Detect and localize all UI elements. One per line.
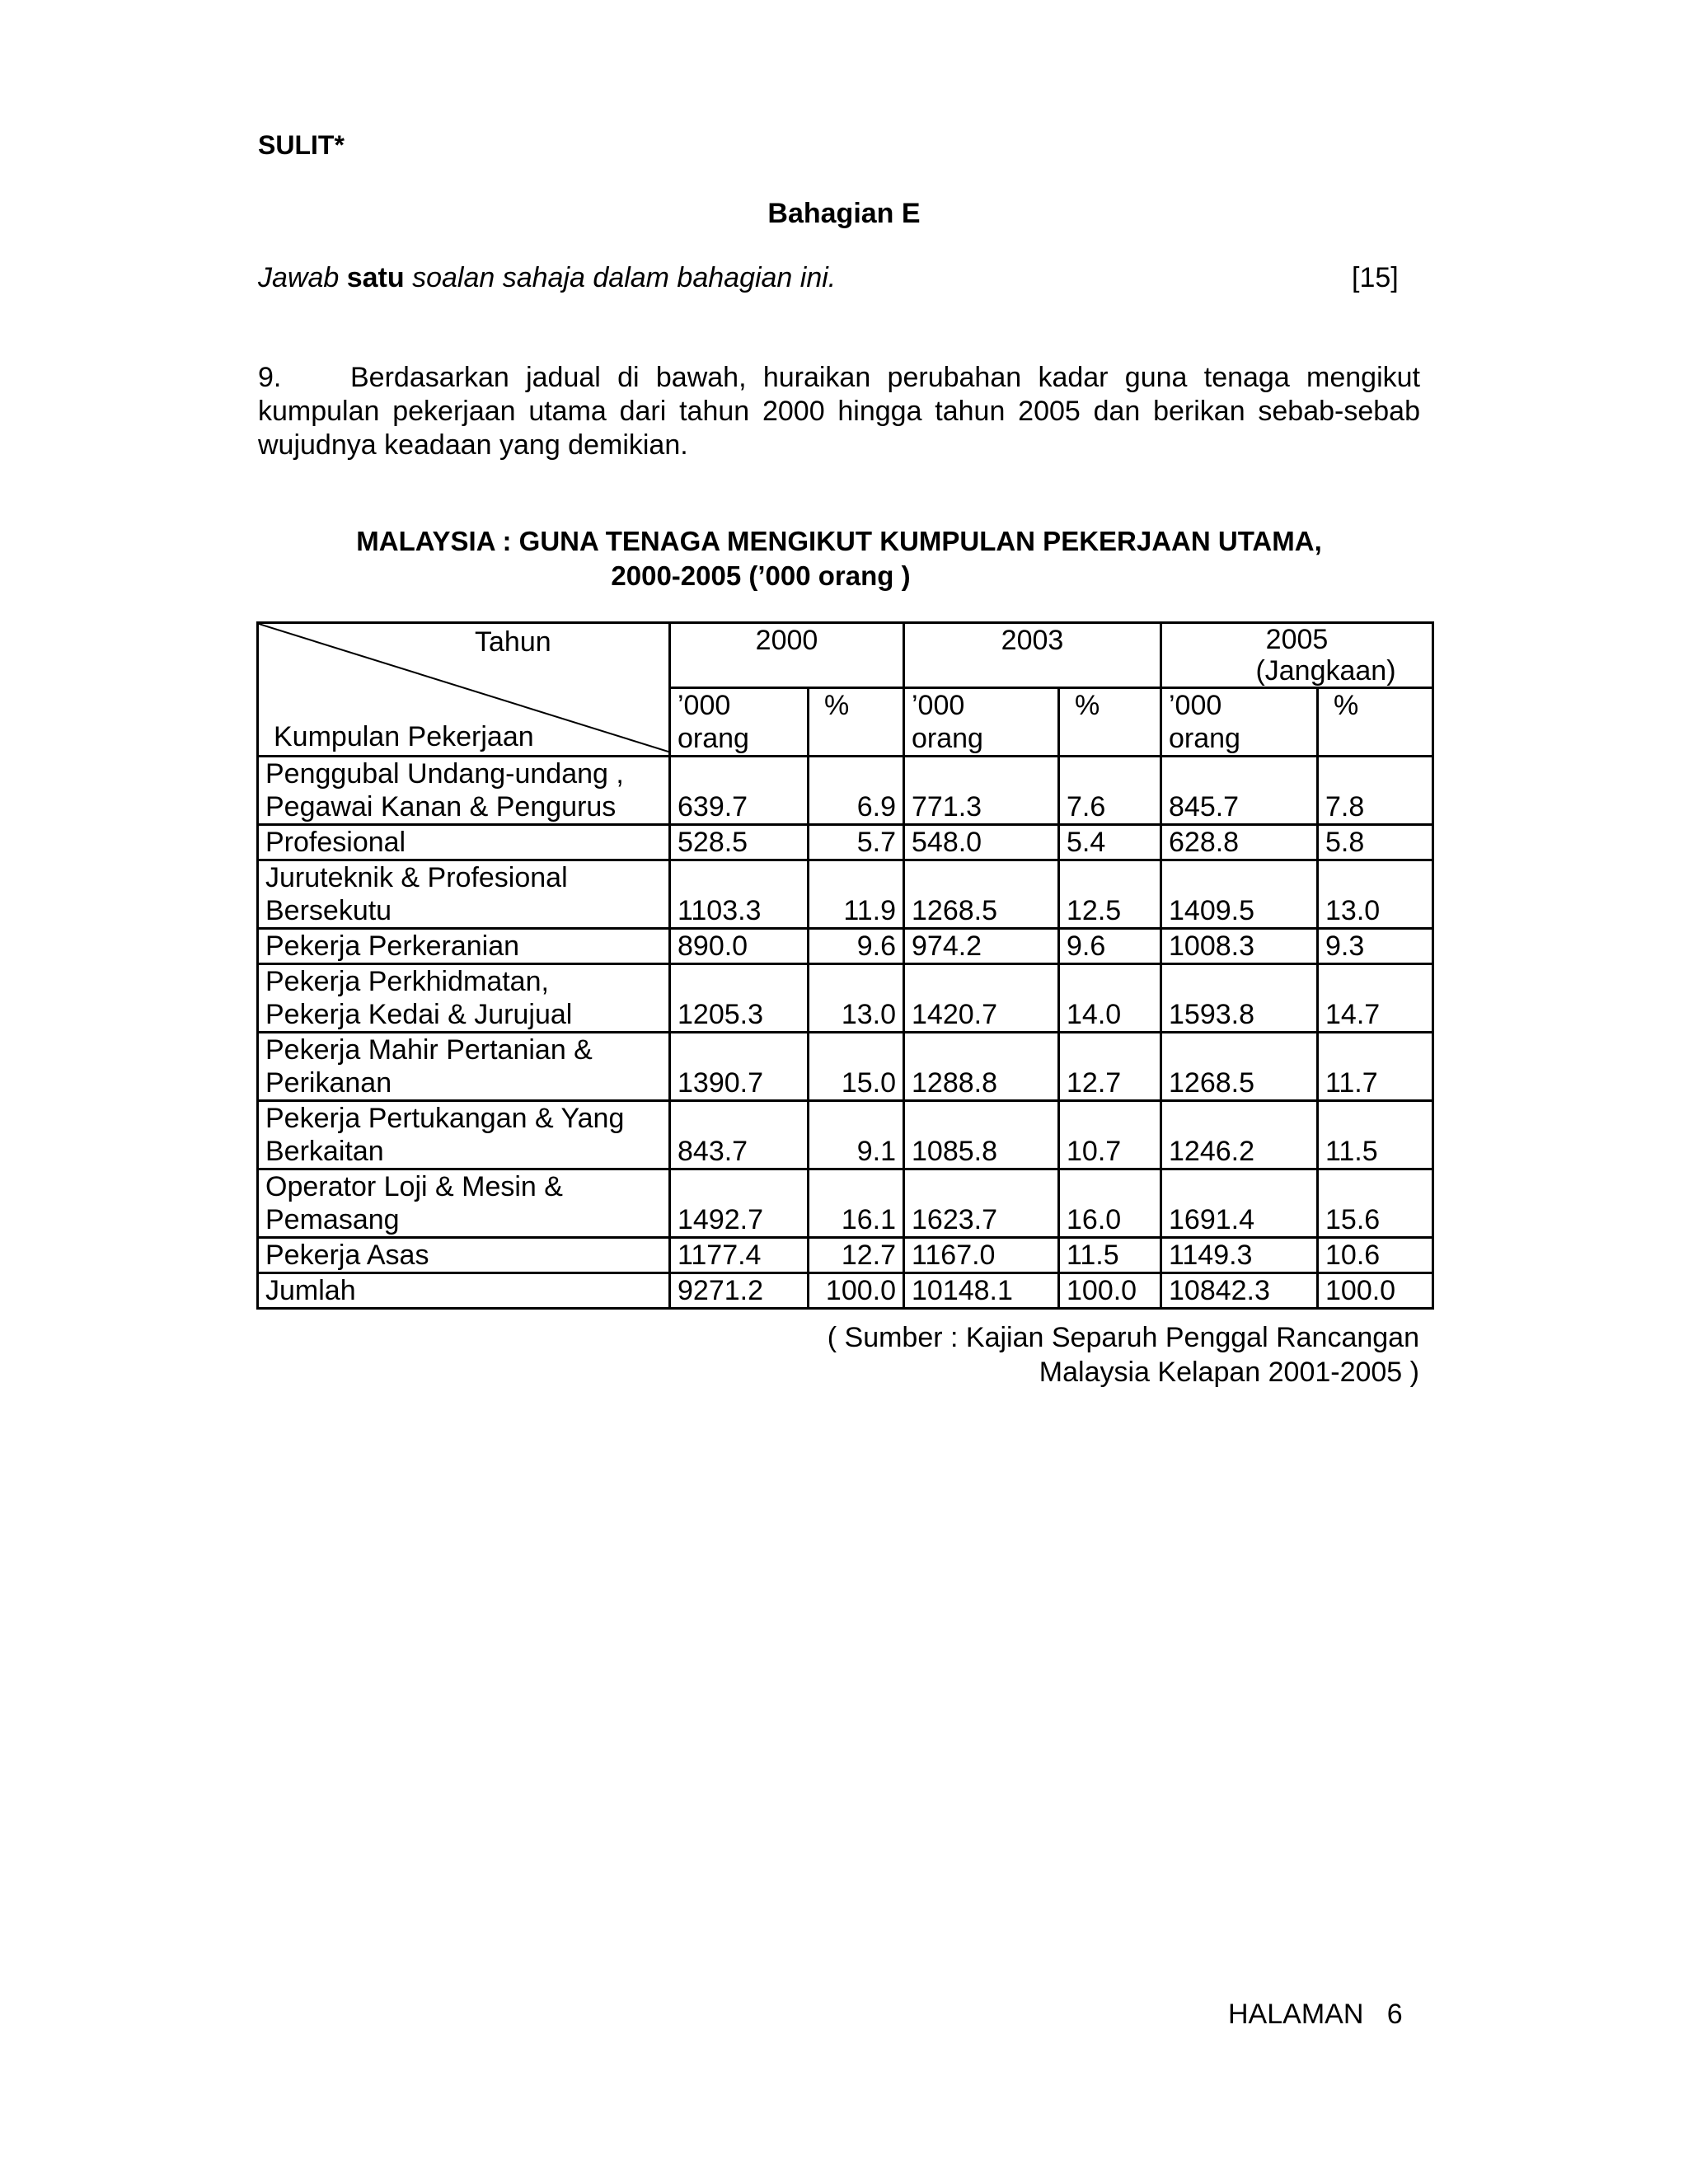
- percent-cell: 5.8: [1318, 825, 1433, 860]
- percent-cell: 10.7: [1059, 1101, 1161, 1169]
- value-cell: 639.7: [670, 757, 809, 825]
- table-row: [258, 1273, 1433, 1309]
- occupation-label: Pekerja Perkeranian: [258, 929, 670, 964]
- table-row: [258, 860, 1433, 929]
- source-line1: ( Sumber : Kajian Separuh Penggal Rancangan: [827, 1322, 1419, 1353]
- table-row: [258, 825, 1433, 860]
- corner-group-label: Kumpulan Pekerjaan: [274, 721, 534, 752]
- value-cell: 1268.5: [1161, 1033, 1318, 1101]
- table-title: [258, 524, 1420, 593]
- source-note: [742, 1320, 1419, 1390]
- table-row: [258, 929, 1433, 964]
- corner-year-label: Tahun: [475, 626, 551, 658]
- occupation-label: Operator Loji & Mesin & Pemasang: [258, 1169, 670, 1238]
- value-cell: 890.0: [670, 929, 809, 964]
- value-cell: 1246.2: [1161, 1101, 1318, 1169]
- value-cell: 843.7: [670, 1101, 809, 1169]
- table-title-line2: 2000-2005 (’000 orang ): [611, 560, 911, 591]
- unit-header: ’000 orang: [670, 688, 809, 757]
- value-cell: 771.3: [904, 757, 1059, 825]
- percent-cell: 100.0: [1059, 1273, 1161, 1309]
- table-row: [258, 964, 1433, 1033]
- corner-header-cell: [258, 623, 670, 757]
- pct-header: %: [809, 688, 904, 757]
- year-2005-label: 2005: [1265, 624, 1329, 655]
- pct-header: %: [1318, 688, 1433, 757]
- percent-cell: 15.6: [1318, 1169, 1433, 1238]
- occupation-label: Juruteknik & Profesional Bersekutu: [258, 860, 670, 929]
- percent-cell: 13.0: [1318, 860, 1433, 929]
- percent-cell: 12.7: [809, 1238, 904, 1273]
- percent-cell: 12.7: [1059, 1033, 1161, 1101]
- confidential-label: SULIT*: [258, 130, 345, 160]
- table-row: [258, 1169, 1433, 1238]
- percent-cell: 7.8: [1318, 757, 1433, 825]
- occupation-label: Pekerja Asas: [258, 1238, 670, 1273]
- value-cell: 1593.8: [1161, 964, 1318, 1033]
- value-cell: 1492.7: [670, 1169, 809, 1238]
- percent-cell: 16.0: [1059, 1169, 1161, 1238]
- occupation-label: Jumlah: [258, 1273, 670, 1309]
- value-cell: 1623.7: [904, 1169, 1059, 1238]
- percent-cell: 10.6: [1318, 1238, 1433, 1273]
- table-row: [258, 1101, 1433, 1169]
- instruction: [258, 262, 836, 294]
- table-header-row: [258, 623, 1433, 688]
- value-cell: 548.0: [904, 825, 1059, 860]
- occupation-label: Pekerja Perkhidmatan, Pekerja Kedai & Jurujual: [258, 964, 670, 1033]
- value-cell: 528.5: [670, 825, 809, 860]
- percent-cell: 100.0: [1318, 1273, 1433, 1309]
- occupation-label: Profesional: [258, 825, 670, 860]
- value-cell: 1177.4: [670, 1238, 809, 1273]
- percent-cell: 11.9: [809, 860, 904, 929]
- occupation-label: Pekerja Mahir Pertanian & Perikanan: [258, 1033, 670, 1101]
- occupation-label: Penggubal Undang-undang , Pegawai Kanan & Pengurus: [258, 757, 670, 825]
- percent-cell: 14.7: [1318, 964, 1433, 1033]
- year-header-2005: [1161, 623, 1433, 688]
- percent-cell: 5.7: [809, 825, 904, 860]
- percent-cell: 9.6: [1059, 929, 1161, 964]
- pct-header: %: [1059, 688, 1161, 757]
- percent-cell: 15.0: [809, 1033, 904, 1101]
- year-header-2003: 2003: [904, 623, 1161, 688]
- percent-cell: 7.6: [1059, 757, 1161, 825]
- value-cell: 1008.3: [1161, 929, 1318, 964]
- percent-cell: 100.0: [809, 1273, 904, 1309]
- year-header-2000: 2000: [670, 623, 904, 688]
- value-cell: 1167.0: [904, 1238, 1059, 1273]
- page-number: 6: [1386, 1999, 1403, 2030]
- value-cell: 10842.3: [1161, 1273, 1318, 1309]
- instruction-post: soalan sahaja dalam bahagian ini.: [404, 262, 837, 293]
- table-title-line1: MALAYSIA : GUNA TENAGA MENGIKUT KUMPULAN PEKERJAAN UTAMA,: [356, 526, 1322, 556]
- table-row: [258, 1238, 1433, 1273]
- percent-cell: 9.6: [809, 929, 904, 964]
- percent-cell: 9.1: [809, 1101, 904, 1169]
- percent-cell: 5.4: [1059, 825, 1161, 860]
- value-cell: 1390.7: [670, 1033, 809, 1101]
- question-text: [258, 361, 1420, 462]
- value-cell: 1409.5: [1161, 860, 1318, 929]
- section-title: Bahagian E: [767, 198, 921, 229]
- value-cell: 1268.5: [904, 860, 1059, 929]
- unit-header: ’000 orang: [904, 688, 1059, 757]
- employment-table: [256, 621, 1434, 1310]
- value-cell: 1205.3: [670, 964, 809, 1033]
- value-cell: 1288.8: [904, 1033, 1059, 1101]
- percent-cell: 14.0: [1059, 964, 1161, 1033]
- percent-cell: 13.0: [809, 964, 904, 1033]
- instruction-bold: satu: [346, 262, 405, 293]
- instruction-pre: Jawab: [258, 262, 347, 293]
- question-number: 9.: [258, 362, 282, 393]
- percent-cell: 11.5: [1318, 1101, 1433, 1169]
- value-cell: 1103.3: [670, 860, 809, 929]
- percent-cell: 12.5: [1059, 860, 1161, 929]
- value-cell: 1085.8: [904, 1101, 1059, 1169]
- value-cell: 10148.1: [904, 1273, 1059, 1309]
- value-cell: 1691.4: [1161, 1169, 1318, 1238]
- occupation-label: Pekerja Pertukangan & Yang Berkaitan: [258, 1101, 670, 1169]
- page-label: HALAMAN: [1228, 1999, 1364, 2030]
- marks-label: [15]: [1352, 262, 1399, 293]
- percent-cell: 9.3: [1318, 929, 1433, 964]
- table-row: [258, 757, 1433, 825]
- value-cell: 974.2: [904, 929, 1059, 964]
- page-footer: [1228, 1999, 1403, 2031]
- percent-cell: 16.1: [809, 1169, 904, 1238]
- table-row: [258, 1033, 1433, 1101]
- unit-header: ’000 orang: [1161, 688, 1318, 757]
- value-cell: 1420.7: [904, 964, 1059, 1033]
- question-body: Berdasarkan jadual di bawah, huraikan perubahan kadar guna tenaga mengikut kumpulan pekerjaan utama dari tahun 2000 hingga tahun 2005 dan berikan sebab-sebab wujudnya keadaan yang demikian.: [258, 362, 1420, 461]
- value-cell: 9271.2: [670, 1273, 809, 1309]
- value-cell: 1149.3: [1161, 1238, 1318, 1273]
- percent-cell: 6.9: [809, 757, 904, 825]
- value-cell: 845.7: [1161, 757, 1318, 825]
- percent-cell: 11.7: [1318, 1033, 1433, 1101]
- source-line2: Malaysia Kelapan 2001-2005 ): [1039, 1357, 1419, 1388]
- year-2005-note: (Jangkaan): [1255, 655, 1396, 687]
- value-cell: 628.8: [1161, 825, 1318, 860]
- percent-cell: 11.5: [1059, 1238, 1161, 1273]
